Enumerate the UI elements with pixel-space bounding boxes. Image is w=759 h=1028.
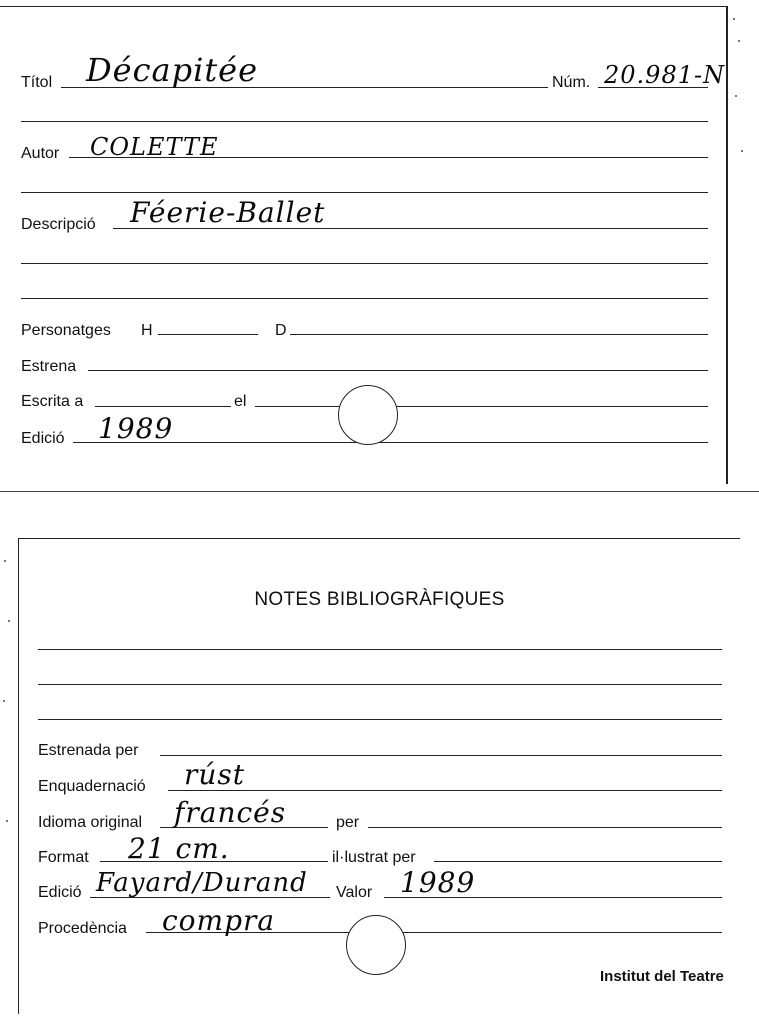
punch-hole [338, 385, 398, 445]
edicio-back-label: Edició [38, 884, 82, 901]
enquadernacio-value: rúst [184, 758, 246, 791]
estrena-line [88, 370, 708, 371]
num-label: Núm. [552, 74, 591, 91]
autor-label: Autor [21, 145, 60, 162]
d-label: D [275, 322, 287, 339]
card-divider [0, 491, 759, 492]
personatges-label: Personatges [21, 322, 111, 339]
d-line [290, 334, 708, 335]
estrenada-line [160, 755, 722, 756]
valor-label: Valor [336, 884, 373, 901]
h-label: H [141, 322, 153, 339]
scan-speckle [4, 560, 6, 562]
illustrat-label: il·lustrat per [332, 849, 416, 866]
estrenada-label: Estrenada per [38, 742, 139, 759]
idioma-label: Idioma original [38, 814, 143, 831]
format-label: Format [38, 849, 89, 866]
enquadernacio-label: Enquadernació [38, 778, 146, 795]
scan-speckle [6, 820, 8, 822]
notes-title: NOTES BIBLIOGRÀFIQUES [254, 589, 505, 610]
descripcio-label: Descripció [21, 216, 96, 233]
edicio-value: 1989 [98, 412, 174, 445]
scan-speckle [738, 40, 740, 42]
blank-line [21, 298, 708, 299]
procedencia-value: compra [162, 904, 276, 937]
blank-line [38, 719, 722, 720]
blank-line [21, 121, 708, 122]
enquadernacio-line [168, 790, 722, 791]
per-line [368, 827, 722, 828]
format-value: 21 cm. [128, 832, 230, 865]
per-label: per [336, 814, 360, 831]
institut-label: Institut del Teatre [600, 968, 724, 985]
procedencia-label: Procedència [38, 920, 127, 937]
edicio-back-value: Fayard/Durand [96, 868, 308, 898]
escrita-line [95, 406, 231, 407]
blank-line [38, 649, 722, 650]
scan-speckle [733, 18, 735, 20]
blank-line [38, 684, 722, 685]
scan-speckle [3, 700, 5, 702]
titol-label: Títol [21, 74, 53, 91]
el-line [255, 406, 708, 407]
blank-line [21, 192, 708, 193]
blank-line [21, 263, 708, 264]
edicio-label: Edició [21, 430, 65, 447]
descripcio-value: Féerie-Ballet [130, 196, 326, 229]
scan-speckle [8, 620, 10, 622]
autor-value: COLETTE [90, 133, 219, 161]
h-line [158, 334, 258, 335]
titol-value: Décapitée [86, 51, 259, 89]
scan-speckle [741, 150, 743, 152]
estrena-label: Estrena [21, 358, 77, 375]
el-label: el [234, 393, 247, 410]
num-value: 20.981-N [604, 61, 726, 89]
valor-value: 1989 [400, 866, 476, 899]
idioma-value: francés [174, 796, 287, 829]
scan-speckle [735, 95, 737, 97]
escrita-label: Escrita a [21, 393, 84, 410]
illustrat-line [434, 861, 722, 862]
punch-hole [346, 915, 406, 975]
